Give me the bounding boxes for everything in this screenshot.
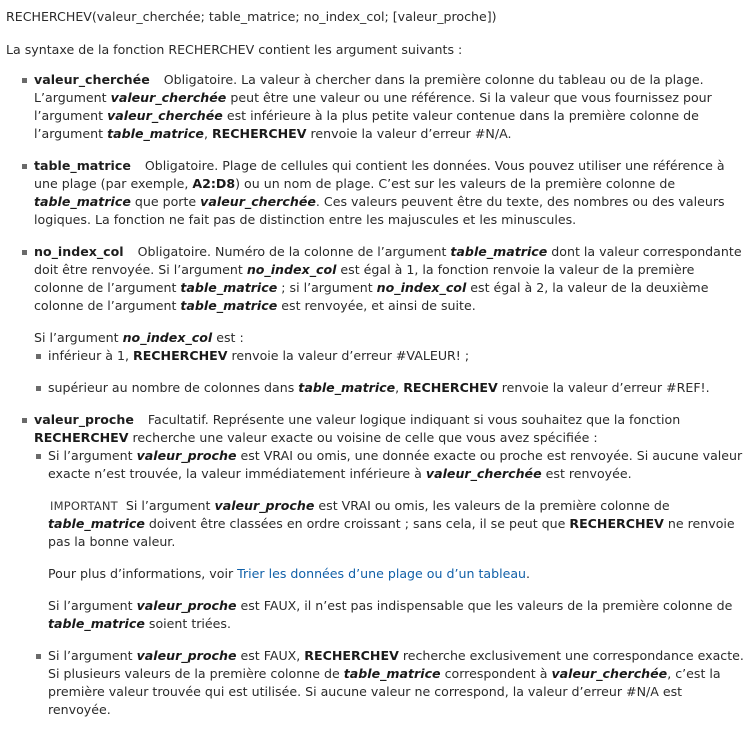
bullet-icon: [22, 418, 27, 423]
bullet-icon: [36, 654, 41, 659]
argument-no-index-col: [6, 243, 746, 397]
sub-list-item: [34, 647, 746, 719]
important-note: [48, 497, 746, 551]
sub-list: [34, 347, 746, 397]
argument-term: valeur_cherchée: [34, 72, 150, 87]
argument-description: Obligatoire. Plage de cellules qui contient les données. Vous pouvez utiliser une référence à une plage (par exemple, A2:D8) ou un nom de plage. C’est sur les valeurs de la première colonne de table_matrice que porte valeur_cherchée. Ces valeurs peuvent être du texte, des nombres ou des valeurs logiques. La fonction ne fait pas de distinction entre les majuscules et les minuscules.: [34, 158, 725, 227]
sub-item-text: Si l’argument valeur_proche est FAUX, RECHERCHEV recherche exclusivement une correspondance exacte. Si plusieurs valeurs de la première colonne de table_matrice correspondent à valeur_cherchée, c’est la première valeur trouvée qui est utilisée. Si aucune valeur ne correspond, la valeur d’erreur #N/A est renvoyée.: [48, 648, 744, 717]
argument-valeur-proche: [6, 411, 746, 719]
sub-item-text: supérieur au nombre de colonnes dans table_matrice, RECHERCHEV renvoie la valeur d’erreur #REF!.: [48, 380, 710, 395]
bullet-icon: [36, 454, 41, 459]
argument-list: [6, 71, 746, 719]
argument-valeur-cherchee: [6, 71, 746, 143]
argument-description: Obligatoire. Numéro de la colonne de l’argument table_matrice dont la valeur correspondante doit être renvoyée. Si l’argument no_index_col est égal à 1, la fonction renvoie la valeur de la première colonne de l’argument table_matrice ; si l’argument no_index_col est égal à 2, la valeur de la deuxième colonne de l’argument table_matrice est renvoyée, et ainsi de suite.: [34, 244, 742, 313]
important-badge: IMPORTANT: [50, 499, 118, 513]
argument-followup: Si l’argument no_index_col est :: [34, 330, 244, 345]
argument-description: Obligatoire. La valeur à chercher dans la première colonne du tableau ou de la plage. L’argument valeur_cherchée peut être une valeur ou une référence. Si la valeur que vous fournissez pour l’argument valeur_cherchée est inférieure à la plus petite valeur contenue dans la première colonne de l’argument table_matrice, RECHERCHEV renvoie la valeur d’erreur #N/A.: [34, 72, 712, 141]
more-info-suffix: .: [526, 566, 531, 581]
important-text: Si l’argument valeur_proche est VRAI ou omis, les valeurs de la première colonne de table_matrice doivent être classées en ordre croissant ; sans cela, il se peut que RECHERCHEV ne renvoie pas la bonne valeur.: [48, 498, 735, 549]
sub-item-text: Si l’argument valeur_proche est VRAI ou omis, une donnée exacte ou proche est renvoyée. Si aucune valeur exacte n’est trouvée, la valeur immédiatement inférieure à valeur_cherchée est renvoyée.: [48, 448, 743, 481]
more-info: [48, 565, 746, 583]
help-article: [6, 8, 746, 719]
argument-term: no_index_col: [34, 244, 124, 259]
function-syntax: RECHERCHEV(valeur_cherchée; table_matrice; no_index_col; [valeur_proche]): [6, 9, 497, 24]
more-info-prefix: Pour plus d’informations, voir: [48, 566, 238, 581]
sort-data-link[interactable]: Trier les données d’une plage ou d’un tableau: [237, 566, 527, 581]
argument-description: Facultatif. Représente une valeur logique indiquant si vous souhaitez que la fonction RECHERCHEV recherche une valeur exacte ou voisine de celle que vous avez spécifiée :: [34, 412, 681, 445]
bullet-icon: [36, 354, 41, 359]
sub-item-text: inférieur à 1, RECHERCHEV renvoie la valeur d’erreur #VALEUR! ;: [48, 348, 470, 363]
bullet-icon: [22, 250, 27, 255]
sub-list: [34, 447, 746, 719]
argument-table-matrice: [6, 157, 746, 229]
bullet-icon: [22, 78, 27, 83]
bullet-icon: [22, 164, 27, 169]
argument-term: table_matrice: [34, 158, 131, 173]
bullet-icon: [36, 386, 41, 391]
false-note: Si l’argument valeur_proche est FAUX, il n’est pas indispensable que les valeurs de la première colonne de table_matrice soient triées.: [48, 598, 733, 631]
sub-list-item: [34, 379, 746, 397]
intro-text: La syntaxe de la fonction RECHERCHEV contient les argument suivants :: [6, 42, 463, 57]
sub-list-item: [34, 447, 746, 633]
argument-term: valeur_proche: [34, 412, 134, 427]
sub-list-item: [34, 347, 746, 365]
